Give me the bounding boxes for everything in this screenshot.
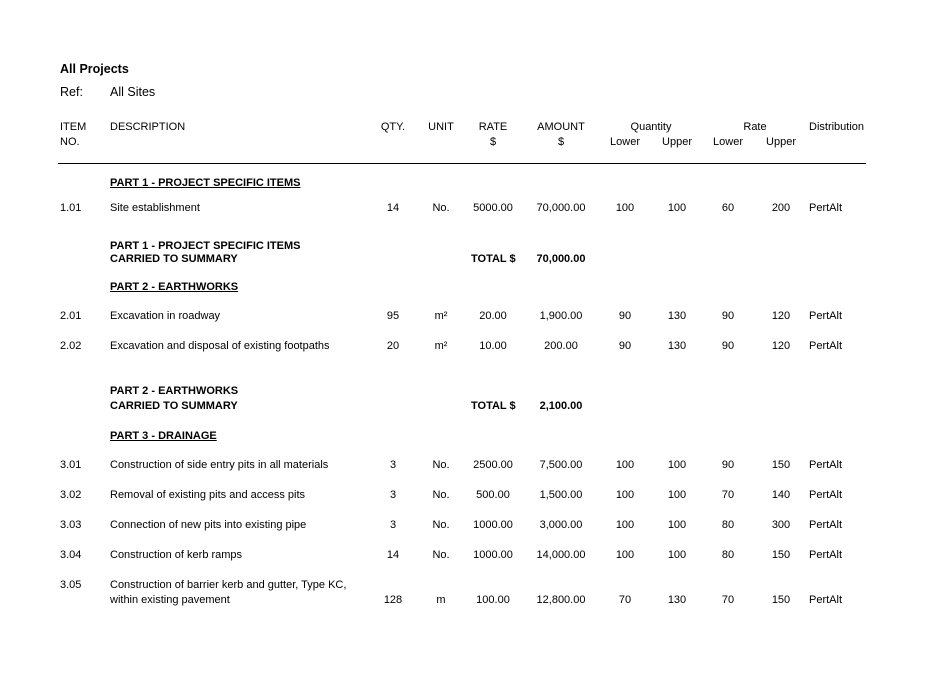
cell-rate: 10.00 [479,340,507,352]
header-item: ITEM [60,121,87,133]
cell-quantity-lower: 100 [615,489,635,501]
cell-quantity-lower: 100 [615,519,635,531]
cell-quantity-upper: 100 [667,519,687,531]
cell-rate: 20.00 [479,310,507,322]
cell-description: Excavation and disposal of existing footpaths [110,340,330,352]
cell-rate-lower: 70 [721,489,735,501]
cell-rate-upper: 200 [771,202,791,214]
summary-part2-carried: CARRIED TO SUMMARY [110,400,238,412]
cell-amount: 14,000.00 [536,549,586,561]
cell-rate: 100.00 [476,594,510,606]
header-qty: QTY. [380,121,406,133]
cell-item: 1.01 [60,202,82,214]
cell-rate-lower: 60 [721,202,735,214]
cell-description: Construction of barrier kerb and gutter, Type KC, [110,579,347,591]
cell-quantity-upper: 130 [667,340,687,352]
cell-qty: 95 [386,310,400,322]
header-rate-lower: Lower [713,136,743,148]
cell-quantity-lower: 70 [618,594,632,606]
cell-quantity-upper: 100 [667,549,687,561]
cell-item: 3.02 [60,489,82,501]
cell-description: Construction of kerb ramps [110,549,243,561]
cell-quantity-lower: 90 [618,310,632,322]
cell-description: Connection of new pits into existing pipe [110,519,307,531]
cell-unit: m² [434,310,448,322]
cell-rate-upper: 120 [771,310,791,322]
header-rate: RATE [478,121,508,133]
header-quantity-lower: Lower [610,136,640,148]
summary-part1-carried: CARRIED TO SUMMARY [110,253,238,265]
cell-amount: 1,500.00 [539,489,583,501]
cell-rate-lower: 90 [721,310,735,322]
cell-quantity-lower: 100 [615,549,635,561]
section-heading-part1: PART 1 - PROJECT SPECIFIC ITEMS [110,177,301,189]
cell-rate-upper: 300 [771,519,791,531]
cell-qty: 3 [389,489,397,501]
header-amount: AMOUNT [537,121,585,133]
cell-amount: 12,800.00 [536,594,586,606]
header-divider [58,163,866,164]
header-item-no: NO. [60,136,80,148]
cell-distribution: PertAlt [809,340,843,352]
cell-item: 3.05 [60,579,82,591]
cell-amount: 200.00 [544,340,578,352]
cell-unit: m [436,594,446,606]
cell-qty: 14 [386,202,400,214]
cell-rate-upper: 150 [771,459,791,471]
cell-item: 3.03 [60,519,82,531]
cell-quantity-upper: 100 [667,459,687,471]
cell-item: 2.01 [60,310,82,322]
header-quantity-upper: Upper [662,136,692,148]
cell-rate-upper: 120 [771,340,791,352]
header-quantity: Quantity [630,121,672,133]
cell-rate-lower: 70 [721,594,735,606]
cell-rate: 2500.00 [473,459,513,471]
cell-quantity-upper: 130 [667,594,687,606]
cell-rate-lower: 80 [721,549,735,561]
cell-item: 2.02 [60,340,82,352]
cell-rate-lower: 90 [721,459,735,471]
summary-part2-total-label: TOTAL $ [471,400,516,412]
cell-amount: 7,500.00 [539,459,583,471]
cell-unit: No. [432,519,450,531]
cell-quantity-lower: 100 [615,202,635,214]
cell-distribution: PertAlt [809,459,843,471]
cell-description-line2: within existing pavement [110,594,230,606]
cell-quantity-lower: 100 [615,459,635,471]
cell-quantity-upper: 130 [667,310,687,322]
header-description: DESCRIPTION [110,121,186,133]
cell-qty: 128 [383,594,403,606]
header-rate-group: Rate [743,121,767,133]
summary-part1-title: PART 1 - PROJECT SPECIFIC ITEMS [110,240,301,252]
cell-distribution: PertAlt [809,310,843,322]
cell-description: Removal of existing pits and access pits [110,489,306,501]
summary-part1-total-value: 70,000.00 [536,253,586,265]
cell-distribution: PertAlt [809,519,843,531]
ref-label: Ref: [60,85,83,99]
cell-item: 3.01 [60,459,82,471]
cell-quantity-lower: 90 [618,340,632,352]
cell-distribution: PertAlt [809,202,843,214]
cell-description: Construction of side entry pits in all materials [110,459,329,471]
section-heading-part2: PART 2 - EARTHWORKS [110,281,239,293]
cell-rate: 1000.00 [473,549,513,561]
header-amount-currency: $ [557,136,565,148]
cell-unit: No. [432,202,450,214]
cell-unit: No. [432,549,450,561]
cell-rate: 500.00 [476,489,510,501]
cell-rate-lower: 80 [721,519,735,531]
summary-part1-total-label: TOTAL $ [471,253,516,265]
cell-quantity-upper: 100 [667,489,687,501]
cell-description: Excavation in roadway [110,310,221,322]
cell-rate-upper: 150 [771,549,791,561]
cell-qty: 20 [386,340,400,352]
cell-rate: 1000.00 [473,519,513,531]
cell-rate-upper: 150 [771,594,791,606]
cell-distribution: PertAlt [809,489,843,501]
header-unit: UNIT [428,121,454,133]
cell-rate-lower: 90 [721,340,735,352]
summary-part2-total-value: 2,100.00 [539,400,583,412]
cell-item: 3.04 [60,549,82,561]
cell-qty: 3 [389,459,397,471]
cell-quantity-upper: 100 [667,202,687,214]
ref-value: All Sites [110,85,156,99]
cell-rate-upper: 140 [771,489,791,501]
cell-amount: 3,000.00 [539,519,583,531]
cell-description: Site establishment [110,202,200,214]
cell-unit: No. [432,459,450,471]
header-rate-currency: $ [489,136,497,148]
cell-distribution: PertAlt [809,594,843,606]
cell-unit: m² [434,340,448,352]
header-rate-upper: Upper [766,136,796,148]
cell-qty: 14 [386,549,400,561]
cell-amount: 1,900.00 [539,310,583,322]
header-distribution: Distribution [809,121,865,133]
cell-distribution: PertAlt [809,549,843,561]
summary-part2-title: PART 2 - EARTHWORKS [110,385,239,397]
cell-unit: No. [432,489,450,501]
cell-amount: 70,000.00 [536,202,586,214]
section-heading-part3: PART 3 - DRAINAGE [110,430,217,442]
cell-rate: 5000.00 [473,202,513,214]
cell-qty: 3 [389,519,397,531]
page-title: All Projects [60,62,129,76]
